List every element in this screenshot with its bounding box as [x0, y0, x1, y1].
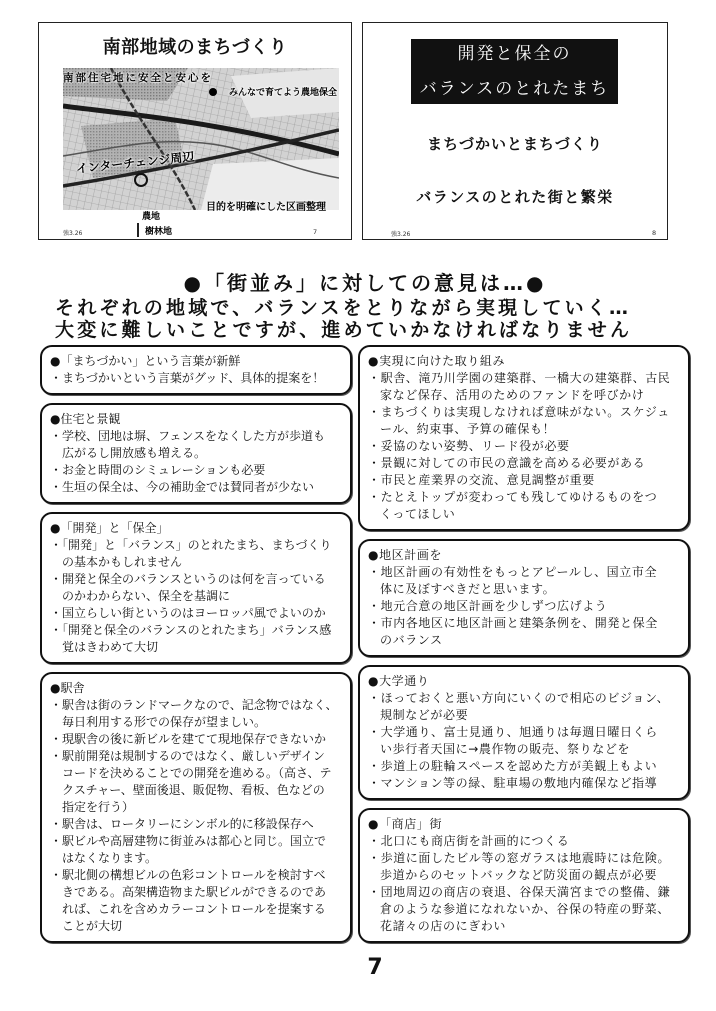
slide-footer-date: 強3.26	[391, 231, 411, 238]
bullet-line: ・学校、団地は塀、フェンスをなくした方が歩道も	[50, 429, 326, 443]
bullet-line: きである。高架構造物また駅ビルができるのであ	[62, 885, 327, 899]
box-heading: ●住宅と景観	[50, 412, 121, 426]
bullet-line: ・駅前開発は規制するのではなく、厳しいデザイン	[50, 749, 325, 763]
bullet-line: ・開発と保全のバランスというのは何を言っている	[50, 572, 326, 586]
bullet-line: ・市内各地区に地区計画と建築条例を、開発と保全	[368, 616, 658, 630]
bullet-line: ・現駅舎の後に新ビルを建てて現地保存できないか	[50, 732, 327, 746]
slide-point-machizukai: まちづかいとまちづくり	[427, 135, 603, 153]
opinion-box-district-plan	[358, 539, 690, 657]
bullet-line: 歩道からのセットバックなど防災面の観点が必要	[380, 868, 657, 882]
bullet-line: ・「開発と保全のバランスのとれたまち」バランス感	[50, 623, 332, 637]
slide-balanced-town	[362, 22, 668, 240]
bullet-item	[50, 462, 342, 479]
bullet-item	[368, 615, 680, 649]
bullet-line: はなくなります。	[62, 851, 158, 865]
box-heading: ●駅舎	[50, 681, 85, 695]
bullet-item	[368, 833, 680, 850]
map-legend-bar	[137, 223, 139, 237]
bullet-item	[50, 605, 342, 622]
bullet-item	[50, 571, 342, 605]
bullet-item	[368, 455, 680, 472]
map-label-woodland: 樹林地	[145, 227, 173, 237]
bullet-line: ・妥協のない姿勢、リード役が必要	[368, 439, 570, 453]
bullet-line: くってほしい	[380, 507, 456, 521]
map-label-safety: 南部住宅地に安全と安心を	[63, 72, 213, 84]
bullet-line: ・景観に対しての市民の意識を高める必要がある	[368, 456, 646, 470]
bullet-line: ・生垣の保全は、今の補助金では賛同者が少ない	[50, 480, 315, 494]
map-label-interchange: インターチェンジ周辺	[75, 149, 196, 176]
bullet-line: ことが大切	[62, 919, 123, 933]
bullet-line: のバランス	[380, 633, 443, 647]
slide-number: 8	[652, 229, 657, 237]
bullet-line: ・たとえトップが変わっても残してゆけるものをつ	[368, 490, 658, 504]
opinion-box-implementation	[358, 345, 690, 531]
bullet-item	[50, 867, 342, 935]
bullet-line: 覚はきわめて大切	[62, 640, 159, 654]
bullet-line: ・地元合意の地区計画を少しずつ広げよう	[368, 599, 608, 613]
bullet-line: ・マンション等の緑、駐車場の敷地内確保など指導	[368, 776, 658, 790]
bullet-item	[50, 833, 342, 867]
bullet-item	[50, 622, 342, 656]
bullet-line: 倉のような参道になれないか、谷保の特産の野菜、	[380, 902, 670, 916]
slide-number: 7	[313, 228, 318, 236]
opinion-box-station-building	[40, 672, 352, 943]
bullet-line: のかわからない、保全を基調に	[62, 589, 231, 603]
page-number: 7	[367, 955, 383, 980]
bullet-line: 指定を行う）	[62, 800, 135, 814]
bullet-line: ・国立らしい街というのはヨーロッパ風でよいのか	[50, 606, 326, 620]
box-heading: ●「開発」と「保全」	[50, 521, 169, 535]
opinion-box-development-conservation	[40, 512, 352, 664]
bullet-item	[50, 370, 342, 387]
bullet-item	[368, 489, 680, 523]
bullet-line: ・市民と産業界の交流、意見調整が重要	[368, 473, 595, 487]
bullet-item	[368, 598, 680, 615]
bullet-line: ・ほっておくと悪い方向にいくので相応のビジョン、	[368, 691, 670, 705]
box-heading: ●「商店」街	[368, 817, 443, 831]
bullet-item	[368, 724, 680, 758]
bullet-line: ・駅北側の構想ビルの色彩コントロールを検討すべ	[50, 868, 326, 882]
bullet-line: クスチャー、壁面後退、販促物、看板、色などの	[62, 783, 325, 797]
bullet-line: い歩行者天国に→農作物の販売、祭りなどを	[380, 742, 631, 756]
bullet-item	[368, 758, 680, 775]
bullet-item	[50, 816, 342, 833]
banner-line: 開発と保全の	[457, 44, 572, 64]
bullet-line: ・大学通り、富士見通り、旭通りは毎週日曜日くら	[368, 725, 658, 739]
bullet-line: ・駅ビルや高層建物に街並みは都心と同じ。国立で	[50, 834, 327, 848]
bullet-line: ール、約束事、予算の確保も！	[380, 422, 556, 436]
box-heading: ●「まちづかい」という言葉が新鮮	[50, 354, 241, 368]
map-marker	[209, 88, 217, 96]
bullet-item	[50, 731, 342, 748]
bullet-item	[368, 690, 680, 724]
slide-point-prosperity: バランスのとれた街と繁栄	[416, 188, 614, 206]
bullet-line: ・歩道に面したビル等の窓ガラスは地震時には危険。	[368, 851, 671, 865]
map-label-land-readjustment: 目的を明確にした区画整理	[206, 202, 326, 213]
bullet-line: コードを決めることでの開発を進める。（高さ、テ	[62, 766, 332, 780]
bullet-line: ・まちづかいという言葉がグッド、具体的提案を！	[50, 371, 325, 385]
bullet-item	[50, 748, 342, 816]
bullet-line: 体に及ぼすべきだと思います。	[380, 582, 556, 596]
bullet-line: ・駅舎は街のランドマークなので、記念物ではなく、	[50, 698, 338, 712]
bullet-line: ・お金と時間のシミュレーションも必要	[50, 463, 266, 477]
bullet-item	[50, 537, 342, 571]
section-subheading: 大変に難しいことですが、進めていかなければなりません	[55, 319, 633, 341]
box-heading: ●実現に向けた取り組み	[368, 354, 506, 368]
bullet-line: ・地区計画の有効性をもっとアピールし、国立市全	[368, 565, 658, 579]
section-subheading: それぞれの地域で、バランスをとりながら実現していく…	[55, 297, 632, 319]
bullet-line: ・団地周辺の商店の衰退、谷保天満宮までの整備、鎌	[368, 885, 671, 899]
bullet-item	[368, 564, 680, 598]
bullet-line: 毎日利用する形での保存が望ましい。	[62, 715, 267, 729]
opinion-box-housing-landscape	[40, 403, 352, 504]
bullet-item	[50, 428, 342, 462]
bullet-item	[368, 884, 680, 935]
bullet-line: ・駅舎、滝乃川学園の建築群、一橋大の建築群、古民	[368, 371, 671, 385]
bullet-item	[50, 697, 342, 731]
bullet-line: 花諸々の店のにぎわい	[380, 919, 507, 933]
bullet-item	[368, 370, 680, 404]
section-heading: ●「街並み」に対しての意見は…●	[183, 271, 547, 295]
bullet-item	[368, 850, 680, 884]
opinion-box-shopping-street	[358, 808, 690, 943]
bullet-line: ・「開発」と「バランス」のとれたまち、まちづくり	[50, 538, 332, 552]
bullet-line: ・駅舎は、ロータリーにシンボル的に移設保存へ	[50, 817, 314, 831]
map-label-farmland: 農地	[142, 212, 161, 222]
opinion-box-daigaku-dori	[358, 665, 690, 800]
bullet-line: 広がるし開放感も増える。	[62, 446, 207, 460]
bullet-line: 規制などが必要	[380, 708, 469, 722]
banner-line: バランスのとれたまち	[419, 79, 610, 99]
bullet-item	[368, 472, 680, 489]
bullet-item	[368, 775, 680, 792]
slide-southern-area	[38, 22, 352, 240]
slide-title: 南部地域のまちづくり	[102, 37, 288, 58]
bullet-item	[368, 438, 680, 455]
bullet-line: れば、これを含めカラーコントロールを提案する	[62, 902, 326, 916]
bullet-line: 家など保存、活用のためのファンドを呼びかけ	[380, 388, 645, 402]
bullet-line: ・歩道上の駐輪スペースを認めた方が美観上もよい	[368, 759, 658, 773]
slide-footer-date: 強3.26	[63, 230, 83, 237]
bullet-item	[50, 479, 342, 496]
opinion-box-machizukai-word	[40, 345, 352, 395]
slide-title-banner	[411, 39, 618, 104]
box-heading: ●大学通り	[368, 674, 430, 688]
bullet-line: ・まちづくりは実現しなければ意味がない。スケジュ	[368, 405, 670, 419]
bullet-line: の基本かもしれません	[62, 555, 183, 569]
map-label-farmland-conservation: みんなで育てよう農地保全	[229, 88, 338, 98]
bullet-item	[368, 404, 680, 438]
bullet-line: ・北口にも商店街を計画的につくる	[368, 834, 570, 848]
box-heading: ●地区計画を	[368, 548, 443, 562]
